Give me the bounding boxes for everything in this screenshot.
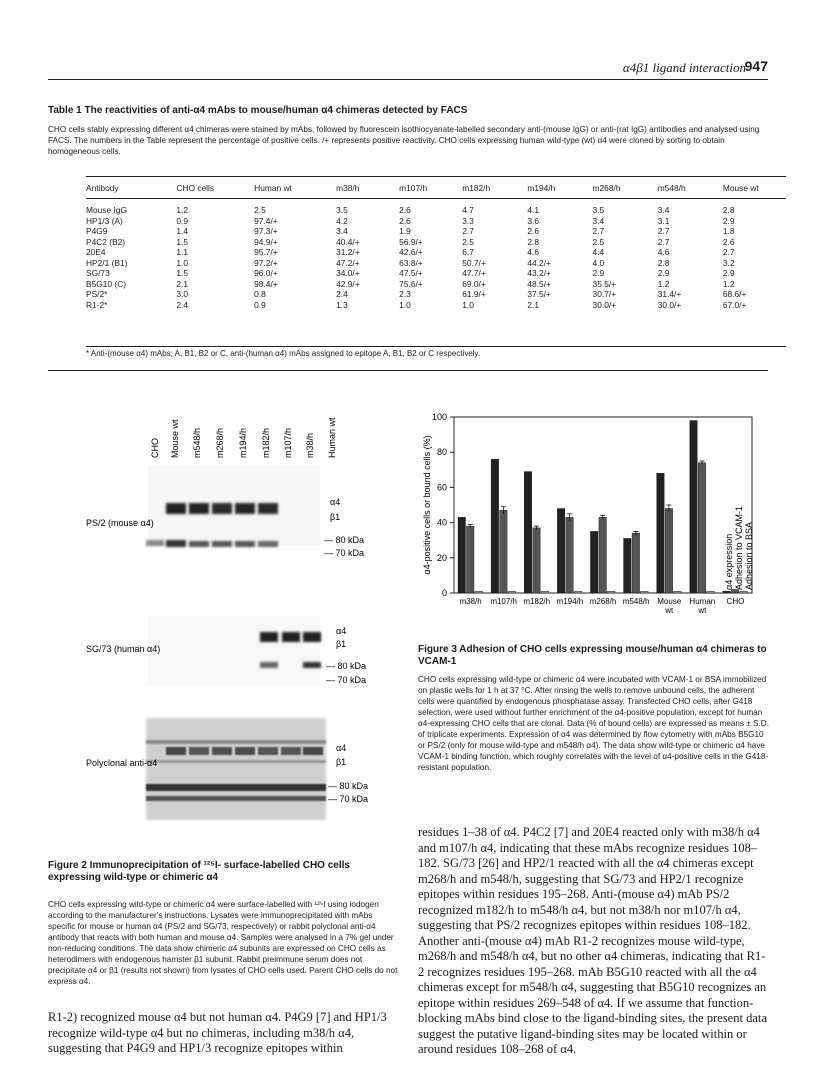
band-mousewt-a4 [166, 503, 186, 514]
table-column-header: m194/h [527, 183, 556, 193]
table-cell: 31.4/+ [657, 289, 682, 300]
table-cell: 1.9 [399, 226, 411, 237]
table-cell: 48.5/+ [527, 278, 551, 289]
table-cell: P4G9 [86, 226, 108, 237]
bar-adhesion-to-vcam-1 [632, 533, 640, 593]
table-cell: 50.7/+ [462, 257, 486, 268]
bar-adhesion-to-vcam-1 [467, 526, 475, 593]
table-cell: 2.9 [592, 268, 605, 279]
table-cell: 75.6/+ [399, 278, 423, 289]
table-cell: 6.7 [462, 247, 474, 258]
table-cell: 47.5/+ [399, 268, 423, 279]
y-tick-label: 80 [436, 447, 447, 458]
lane-label: Human wt [327, 417, 337, 458]
table-cell: 97.2/+ [254, 257, 278, 268]
lane-label: m38/h [305, 432, 315, 458]
x-tick-label: wt [698, 606, 707, 615]
bar--4-expression [458, 517, 466, 593]
table-cell: 1.0 [399, 299, 411, 310]
table-cell: 4.2 [336, 215, 348, 226]
lane-label: m107/h [283, 427, 293, 458]
table-cell: 4.4 [592, 247, 605, 258]
table-cell: 3.5 [592, 205, 605, 216]
blot-panel-polyclonal [146, 718, 326, 820]
table-cell: 2.7 [592, 226, 605, 237]
table-cell: 0.9 [176, 215, 189, 226]
table-cell: 2.9 [722, 215, 735, 226]
table-cell: 4.7 [462, 205, 474, 216]
table-cell: 1.5 [176, 268, 189, 279]
band-cho-80 [146, 540, 164, 546]
table-row [86, 300, 786, 315]
panel1-alpha4: α4 [330, 497, 341, 507]
bar-adhesion-to-vcam-1 [665, 509, 673, 593]
table-cell: 3.4 [657, 205, 670, 216]
bar--4-expression [657, 473, 665, 593]
table-cell: 37.5/+ [527, 289, 551, 300]
table-cell: 95.7/+ [254, 247, 278, 258]
table-cell: 3.5 [336, 205, 348, 216]
table-cell: 4.6 [527, 247, 540, 258]
table-row [86, 279, 786, 290]
x-tick-label: m194/h [556, 597, 584, 606]
table-cell: SG/73 [86, 268, 110, 279]
y-tick-label: 100 [431, 412, 447, 422]
y-tick-label: 0 [441, 588, 447, 598]
bar-adhesion-to-vcam-1 [698, 463, 706, 593]
bar-adhesion-to-bsa [641, 591, 649, 593]
table-cell: B5G10 (C) [86, 278, 127, 289]
table-cell: 3.4 [592, 215, 605, 226]
table-cell: 0.8 [254, 289, 266, 300]
table-cell: HP2/1 (B1) [86, 257, 128, 268]
y-tick-label: 20 [436, 552, 447, 563]
bar-adhesion-to-bsa [740, 591, 748, 593]
x-tick-label: CHO [726, 597, 745, 606]
table-cell: 1.4 [176, 226, 189, 237]
panel2-alpha4: α4 [336, 626, 347, 636]
x-tick-label: m38/h [459, 597, 482, 606]
x-tick-label: m107/h [490, 597, 518, 606]
chart-bars [458, 421, 747, 593]
bar--4-expression [690, 421, 698, 593]
bar-adhesion-to-bsa [707, 591, 715, 593]
table-cell: 44.2/+ [527, 257, 551, 268]
figure2-description: CHO cells expressing wild-type or chimeric α4 were surface-labelled with ¹²⁵I using iodogen according to the manufacturer's instructions. Lysates were immunoprecipitated with mAbs specific for mouse or human α4 (PS/2 and SG/73, respectively) or rabbit polyclonal anti-α4 antibody that reacts with both human and mouse α4. Samples were analysed in a 7% gel under non-reducing conditions. The data show chimeric α4 subunits are expressed on CHO cells as heterodimers with endogenous hamster β1 subunit. Rabbit preimmune serum does not precipitate α4 or β1 (results not shown) from lysates of CHO cells used. Parent CHO cells do not express α4. [48, 900, 398, 986]
figure2-caption: Figure 2 Immunoprecipitation of ¹²⁵I- surface-labelled CHO cells expressing wild-type or chimeric α4 [48, 860, 350, 883]
table-cell: 47.7/+ [462, 268, 486, 279]
table-cell: 1.2 [657, 278, 670, 289]
lane-label: m182/h [261, 427, 271, 458]
bar--4-expression [524, 472, 532, 593]
bar-adhesion-to-vcam-1 [566, 517, 574, 593]
table-column-header: Human wt [254, 183, 292, 193]
table-cell: 2.8 [527, 236, 540, 247]
table-column-header: Mouse wt [722, 183, 759, 193]
table-cell: R1-2* [86, 299, 108, 310]
legend-label: α4 expression [724, 533, 734, 590]
bar--4-expression [723, 591, 731, 593]
table-row [86, 237, 786, 248]
running-title: α4β1 ligand interaction [622, 60, 746, 75]
table-column-header: CHO cells [176, 183, 215, 193]
band-m38-a4 [282, 632, 300, 642]
table-column-header: m107/h [399, 183, 428, 193]
panel3-beta1: β1 [336, 757, 347, 767]
table-cell: 2.7 [462, 226, 474, 237]
table-row [86, 199, 786, 216]
band-m182-80 [258, 541, 278, 547]
band-m194-80 [235, 541, 255, 547]
table-cell: 34.0/+ [336, 268, 360, 279]
table-cell: 2.9 [722, 268, 735, 279]
table-cell: 2.4 [176, 299, 189, 310]
table-column-header: m182/h [462, 183, 491, 193]
figure3-caption: Figure 3 Adhesion of CHO cells expressing mouse/human α4 chimeras to VCAM-1 [418, 644, 767, 667]
panel3-label: Polyclonal anti-α4 [86, 758, 158, 768]
bar--4-expression [491, 459, 499, 593]
table-row [86, 247, 786, 258]
x-tick-label: m182/h [523, 597, 551, 606]
lane-label: CHO [150, 438, 160, 458]
table-cell: 2.8 [722, 205, 735, 216]
table-cell: 2.8 [657, 257, 670, 268]
table-cell: 43.2/+ [527, 268, 551, 279]
bar-adhesion-to-bsa [607, 591, 615, 593]
table-cell: 1.3 [336, 299, 348, 310]
bar-adhesion-to-vcam-1 [500, 510, 508, 593]
table-row [86, 216, 786, 227]
lane-label: Mouse wt [170, 419, 180, 458]
band-mousewt-80 [166, 540, 186, 547]
section-rule [48, 370, 768, 371]
table-header-row [86, 177, 786, 199]
table-cell: 97.3/+ [254, 226, 278, 237]
table-column-header: Antibody [86, 183, 119, 193]
band-m194-a4 [235, 503, 255, 514]
bar-adhesion-to-bsa [508, 591, 515, 593]
table-row [86, 258, 786, 269]
band-m548-80 [189, 541, 209, 547]
figure3-chart [418, 408, 788, 638]
bar-adhesion-to-bsa [475, 591, 483, 593]
table-cell: 69.0/+ [462, 278, 486, 289]
table-row [86, 289, 786, 300]
table-cell: 3.0 [176, 289, 189, 300]
table-cell: 0.9 [254, 299, 266, 310]
header-rule [48, 79, 768, 80]
table-cell: 4.0 [592, 257, 605, 268]
band-m182-a4 [258, 503, 278, 514]
table-cell: 30.7/+ [592, 289, 617, 300]
table-cell: 68.6/+ [722, 289, 747, 300]
table-cell: PS/2* [86, 289, 108, 300]
panel1-70kda: — 70 kDa [324, 548, 365, 558]
table-cell: 47.2/+ [336, 257, 360, 268]
panel1-label: PS/2 (mouse α4) [86, 518, 154, 528]
panel3-alpha4: α4 [336, 743, 347, 753]
bar-adhesion-to-bsa [674, 591, 682, 593]
band-m268-80 [212, 541, 232, 547]
panel1-80kda: — 80 kDa [324, 535, 365, 545]
lane-label: m194/h [238, 427, 248, 458]
table-cell: 2.5 [254, 205, 266, 216]
table-cell: 40.4/+ [336, 236, 360, 247]
table-cell: 63.8/+ [399, 257, 423, 268]
table-cell: 1.1 [176, 247, 189, 258]
table-cell: 3.6 [527, 215, 540, 226]
table-cell: 1.2 [176, 205, 189, 216]
table-cell: 35.5/+ [592, 278, 617, 289]
y-tick-label: 60 [436, 482, 447, 493]
table-cell: 2.3 [399, 289, 411, 300]
panel3-70kda: — 70 kDa [328, 794, 369, 804]
table-caption: Table 1 The reactivities of anti-α4 mAbs to mouse/human α4 chimeras detected by FACS [48, 105, 468, 116]
blot-panel-ps2 [146, 466, 320, 547]
table-column-header: m38/h [336, 183, 360, 193]
table-cell: 1.0 [462, 299, 474, 310]
panel3-80kda: — 80 kDa [328, 781, 369, 791]
table-cell: 2.7 [657, 226, 670, 237]
x-tick-label: m268/h [589, 597, 617, 606]
table-cell: 30.0/+ [592, 299, 617, 310]
panel2-70kda: — 70 kDa [326, 675, 367, 685]
table-cell: 2.5 [462, 236, 474, 247]
band-m107-80 [260, 662, 278, 668]
band-m548-a4 [189, 503, 209, 514]
bar--4-expression [557, 509, 565, 593]
table-footnote: * Anti-(mouse α4) mAbs; A, B1, B2 or C, anti-(human α4) mAbs assigned to epitope A, B1, B2 or C respectively. [86, 349, 481, 358]
table-cell: 1.0 [176, 257, 189, 268]
y-tick-label: 40 [436, 517, 447, 528]
page-number: 947 [744, 58, 768, 74]
table-cell: 97.4/+ [254, 215, 278, 226]
table-cell: 56.9/+ [399, 236, 423, 247]
table-row [86, 268, 786, 279]
x-tick-label: Mouse [657, 597, 682, 606]
table-cell: 4.6 [657, 247, 670, 258]
table-cell: 1.5 [176, 236, 189, 247]
figure2-gel [48, 400, 408, 850]
table-cell: HP1/3 (A) [86, 215, 123, 226]
blot-panel-sg73 [148, 616, 321, 686]
table-cell: 2.6 [722, 236, 735, 247]
table-rule [86, 346, 786, 347]
table-row [86, 226, 786, 237]
table-cell: 3.2 [722, 257, 735, 268]
lane-label: m548/h [192, 427, 202, 458]
table-cell: 30.0/+ [657, 299, 682, 310]
table-cell: 31.2/+ [336, 247, 360, 258]
band-m268-a4 [212, 503, 232, 514]
table-cell: 1.2 [722, 278, 735, 289]
table-cell: 2.4 [336, 289, 348, 300]
legend-label: Adhesion to VCAM-1 [734, 505, 744, 590]
reactivity-table [86, 176, 786, 314]
lane-label: m268/h [215, 427, 225, 458]
table-cell: 2.6 [399, 215, 411, 226]
panel2-80kda: — 80 kDa [326, 661, 367, 671]
bar-adhesion-to-bsa [541, 591, 549, 593]
panel2-beta1: β1 [336, 639, 347, 649]
table-cell: 2.1 [176, 278, 189, 289]
table-cell: P4C2 (B2) [86, 236, 126, 247]
table-cell: 2.9 [657, 268, 670, 279]
table-cell: 3.4 [336, 226, 348, 237]
table-cell: 98.4/+ [254, 278, 278, 289]
table-cell: 1.8 [722, 226, 735, 237]
bar-adhesion-to-vcam-1 [599, 517, 607, 593]
table-cell: 2.1 [527, 299, 540, 310]
body-text-left: R1-2) recognized mouse α4 but not human α4. P4G9 [7] and HP1/3 recognize wild-type α4 but no chimeras, including m38/h α4, suggesting that P4G9 and HP1/3 recognize epitopes within [48, 1010, 387, 1055]
bar-adhesion-to-bsa [574, 591, 582, 593]
band-humanwt-a4 [303, 632, 321, 642]
table-cell: 94.9/+ [254, 236, 278, 247]
band-humanwt-80 [303, 662, 321, 668]
table-cell: 42.6/+ [399, 247, 423, 258]
table-column-header: m548/h [657, 183, 686, 193]
table-cell: 4.1 [527, 205, 540, 216]
legend-label: Adhesion to BSA [744, 521, 754, 590]
band-m107-a4 [260, 632, 278, 642]
table-cell: 2.6 [527, 226, 540, 237]
body-text-right: residues 1–38 of α4. P4C2 [7] and 20E4 reacted only with m38/h α4 and m107/h α4, indicating that these mAbs recognize residues 108–182. SG/73 [26] and HP2/1 reacted with all the α4 chimeras except m268/h and m548/h, suggesting that SG/73 and HP2/1 recognize epitopes within residues 195–268. Anti-(mouse α4) mAb PS/2 recognized m182/h to m548/h α4, but not m38/h nor m107/h α4, suggesting that PS/2 recognizes epitopes within residues 108–182. Another anti-(mouse α4) mAb R1-2 recognizes mouse wild-type, m268/h and m548/h α4, but no other α4 chimeras, indicating that R1-2 recognizes residues 195–268. mAb B5G10 reacted with all the α4 chimeras except for m548/h α4, suggesting that B5G10 recognizes an epitope within residues 269–548 of α4. If we assume that function-blocking mAbs bind close to the ligand-binding sites, the present data suggest the putative ligand-binding sites may be located within or around residues 108–268 of α4. [418, 825, 767, 1056]
figure3-description: CHO cells expressing wild-type or chimeric α4 were incubated with VCAM-1 or BSA immobilized on plastic wells for 1 h at 37 °C. After rinsing the wells to remove unbound cells, the adherent cells were quantified by endogenous phosphatase assay. Transfected CHO cells, after G418 selection, were used without further enrichment of the α4-positive population, except for human α4-expressing CHO cells that are clonal. Data (% of bound cells) are expressed as means ± S.D. of triplicate experiments. Expression of α4 was determined by flow cytometry with mAbs B5G10 or PS/2 (only for mouse wild-type and m548/h α4). The data show wild-type or chimeric α4 have VCAM-1 binding function, which roughly correlates with the level of α4-positive cells in the G418-resistant population. [418, 675, 769, 772]
x-tick-label: wt [665, 606, 674, 615]
bar--4-expression [590, 531, 598, 593]
y-axis-label: α4-positive cells or bound cells (%) [422, 435, 432, 575]
table-cell: 2.7 [722, 247, 735, 258]
table-cell: 2.5 [592, 236, 605, 247]
table-cell: 3.1 [657, 215, 670, 226]
panel1-beta1: β1 [330, 512, 341, 522]
table-cell: 20E4 [86, 247, 106, 258]
bar-adhesion-to-vcam-1 [533, 528, 541, 593]
table-column-header: m268/h [592, 183, 621, 193]
table-cell: 2.7 [657, 236, 670, 247]
bar--4-expression [624, 538, 632, 593]
table-cell: 61.9/+ [462, 289, 486, 300]
table-cell: 67.0/+ [722, 299, 747, 310]
x-tick-label: m548/h [622, 597, 650, 606]
table-cell: 96.0/+ [254, 268, 278, 279]
table-cell: Mouse IgG [86, 205, 127, 216]
panel2-label: SG/73 (human α4) [86, 644, 161, 654]
table-description: CHO cells stably expressing different α4 chimeras were stained by mAbs, followed by fluorescein isothiocyanate-labelled secondary anti-(mouse IgG) or anti-(rat IgG) antibodies and analysed using FACS. The numbers in the Table represent the percentage of positive cells. /+ represents positive reactivity. CHO cells expressing human wild-type (wt) α4 were cloned by sorting to obtain homogeneous cells. [48, 125, 760, 156]
table-cell: 42.9/+ [336, 278, 360, 289]
x-tick-label: Human [689, 597, 716, 606]
table-cell: 2.6 [399, 205, 411, 216]
table-cell: 3.3 [462, 215, 474, 226]
